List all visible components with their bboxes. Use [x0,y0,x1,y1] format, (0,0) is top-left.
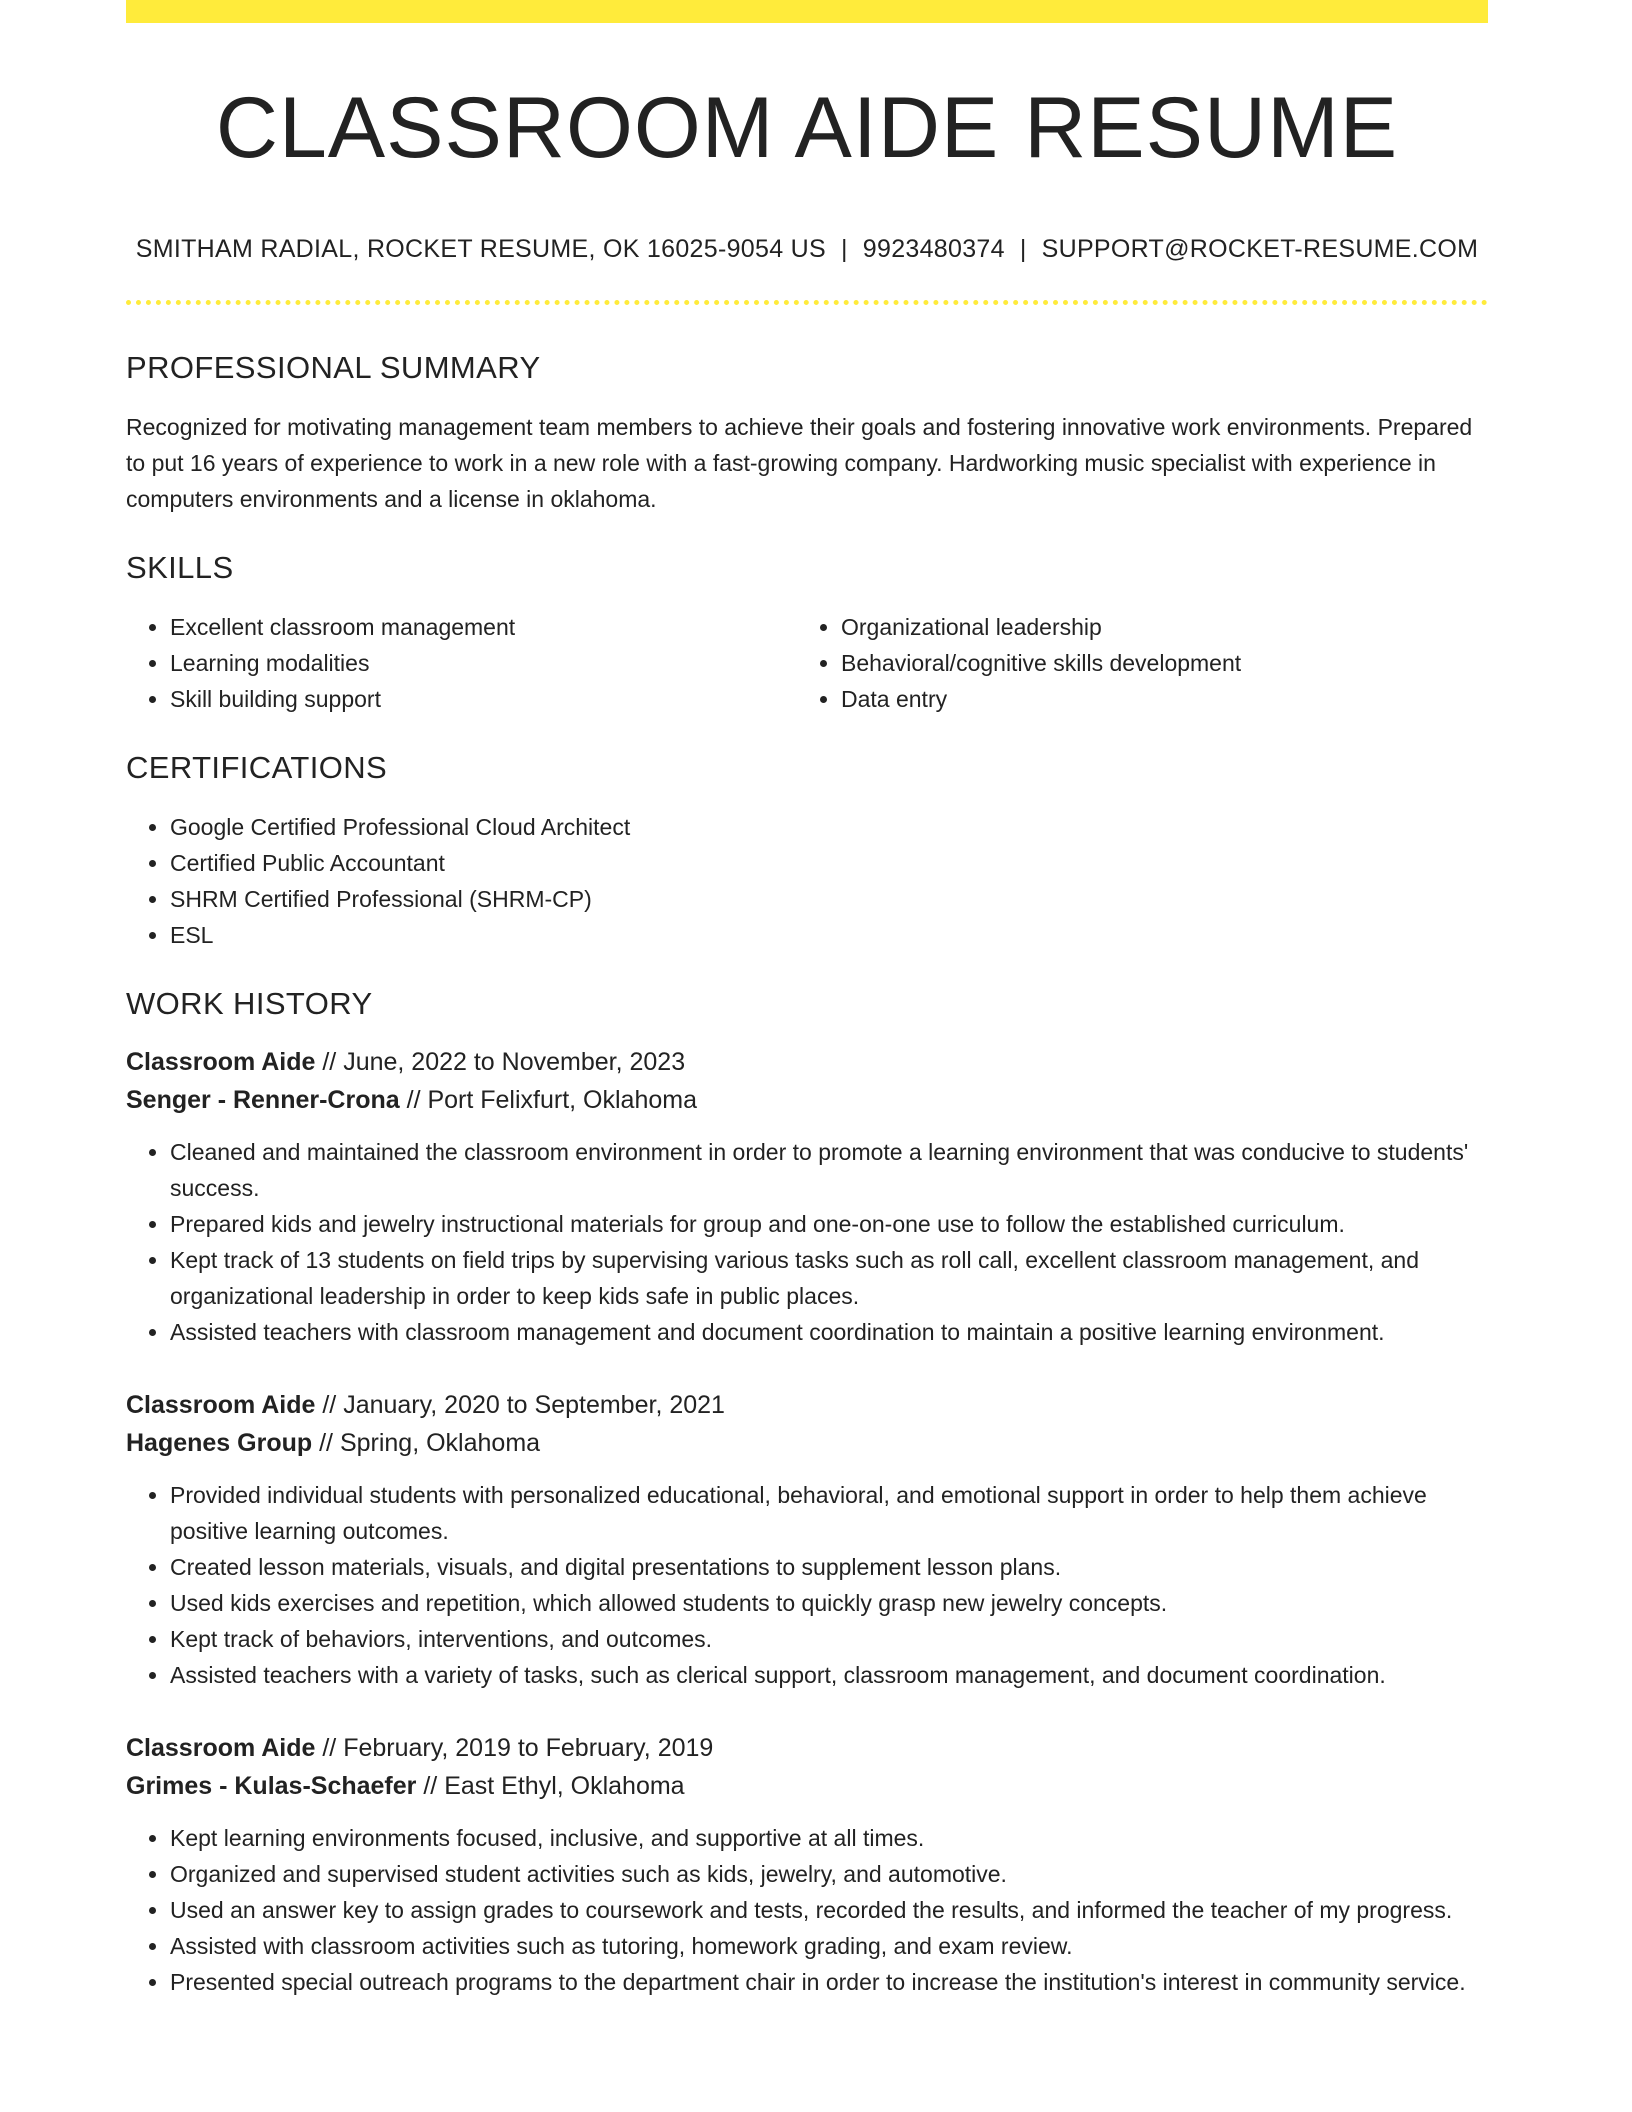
job-company: Senger - Renner-Crona [126,1086,400,1115]
job-bullet: • Assisted with classroom activities such as tutoring, homework grading, and exam review. [170,1928,1488,1964]
skill-item: • Organizational leadership [841,609,1468,645]
work-history-heading: WORK HISTORY [126,986,373,1022]
job-bullet: • Used kids exercises and repetition, which allowed students to quickly grasp new jewelry concepts. [170,1585,1488,1621]
resume-page [126,0,1488,2000]
skills-heading: SKILLS [126,549,234,585]
job-entry [126,1729,1488,2000]
job-bullet: • Used an answer key to assign grades to coursework and tests, recorded the results, and informed the teacher of my progress. [170,1892,1488,1928]
skill-item: • Data entry [841,681,1468,717]
skill-item: • Behavioral/cognitive skills development [841,645,1468,681]
skill-item: • Skill building support [170,681,797,717]
job-bullet: • Assisted teachers with classroom management and document coordination to maintain a positive learning environment. [170,1314,1488,1350]
job-bullet: • Kept learning environments focused, inclusive, and supportive at all times. [170,1820,1488,1856]
job-bullets [126,1477,1488,1693]
job-title: Classroom Aide [126,1734,316,1763]
job-title-line [126,1043,1488,1081]
job-dates: // June, 2022 to November, 2023 [322,1048,686,1077]
job-company-line [126,1081,1488,1119]
accent-bar [126,0,1488,23]
contact-separator: | [1019,234,1027,263]
job-dates: // February, 2019 to February, 2019 [322,1734,714,1763]
job-bullets [126,1134,1488,1350]
job-bullet: • Presented special outreach programs to the department chair in order to increase the institution's interest in community service. [170,1964,1488,2000]
job-company-line [126,1424,1488,1462]
job-company-line [126,1767,1488,1805]
skill-item: • Excellent classroom management [170,609,797,645]
job-bullet: • Cleaned and maintained the classroom environment in order to promote a learning environment that was conducive to students' success. [170,1134,1488,1206]
job-bullet: • Prepared kids and jewelry instructional materials for group and one-on-one use to follow the established curriculum. [170,1206,1488,1242]
job-bullet: • Organized and supervised student activities such as kids, jewelry, and automotive. [170,1856,1488,1892]
job-bullet: • Created lesson materials, visuals, and digital presentations to supplement lesson plans. [170,1549,1488,1585]
certification-item: • ESL [170,917,1488,953]
summary-heading: PROFESSIONAL SUMMARY [126,349,541,385]
job-title-line [126,1386,1488,1424]
contact-separator: | [840,234,848,263]
skills-column-right [797,609,1468,717]
job-bullet: • Kept track of 13 students on field trips by supervising various tasks such as roll call, excellent classroom management, and organizational leadership in order to keep kids safe in public places. [170,1242,1488,1314]
certification-item: • Certified Public Accountant [170,845,1488,881]
contact-phone: 9923480374 [862,234,1005,263]
job-company: Grimes - Kulas-Schaefer [126,1772,417,1801]
certification-item: • Google Certified Professional Cloud Architect [170,809,1488,845]
job-entry [126,1386,1488,1693]
skill-item: • Learning modalities [170,645,797,681]
certifications-list [126,809,1488,953]
job-dates: // January, 2020 to September, 2021 [322,1391,725,1420]
summary-text: Recognized for motivating management team members to achieve their goals and fostering innovative work environments. Prepared to put 16 years of experience to work in a new role with a fast-growing company. Hardworking music specialist with experience in computers environments and a license in oklahoma. [126,413,1473,512]
contact-address: SMITHAM RADIAL, ROCKET RESUME, OK 16025-9054 US [135,234,826,263]
certification-item: • SHRM Certified Professional (SHRM-CP) [170,881,1488,917]
job-company: Hagenes Group [126,1429,313,1458]
job-bullet: • Kept track of behaviors, interventions, and outcomes. [170,1621,1488,1657]
job-location: // Spring, Oklahoma [319,1429,541,1458]
job-title: Classroom Aide [126,1391,316,1420]
contact-line [126,234,1488,264]
job-title: Classroom Aide [126,1048,316,1077]
resume-title: CLASSROOM AIDE RESUME [215,80,1399,176]
job-bullet: • Provided individual students with personalized educational, behavioral, and emotional support in order to help them achieve positive learning outcomes. [170,1477,1488,1549]
job-title-line [126,1729,1488,1767]
job-bullets [126,1820,1488,2000]
job-location: // Port Felixfurt, Oklahoma [406,1086,697,1115]
job-bullet: • Assisted teachers with a variety of tasks, such as clerical support, classroom management, and document coordination. [170,1657,1488,1693]
skills-column-left [126,609,797,717]
dotted-divider [126,300,1488,305]
certifications-heading: CERTIFICATIONS [126,749,388,785]
skills-list [126,609,1488,717]
contact-email: SUPPORT@ROCKET-RESUME.COM [1041,234,1479,263]
job-entry [126,1043,1488,1350]
job-location: // East Ethyl, Oklahoma [423,1772,685,1801]
